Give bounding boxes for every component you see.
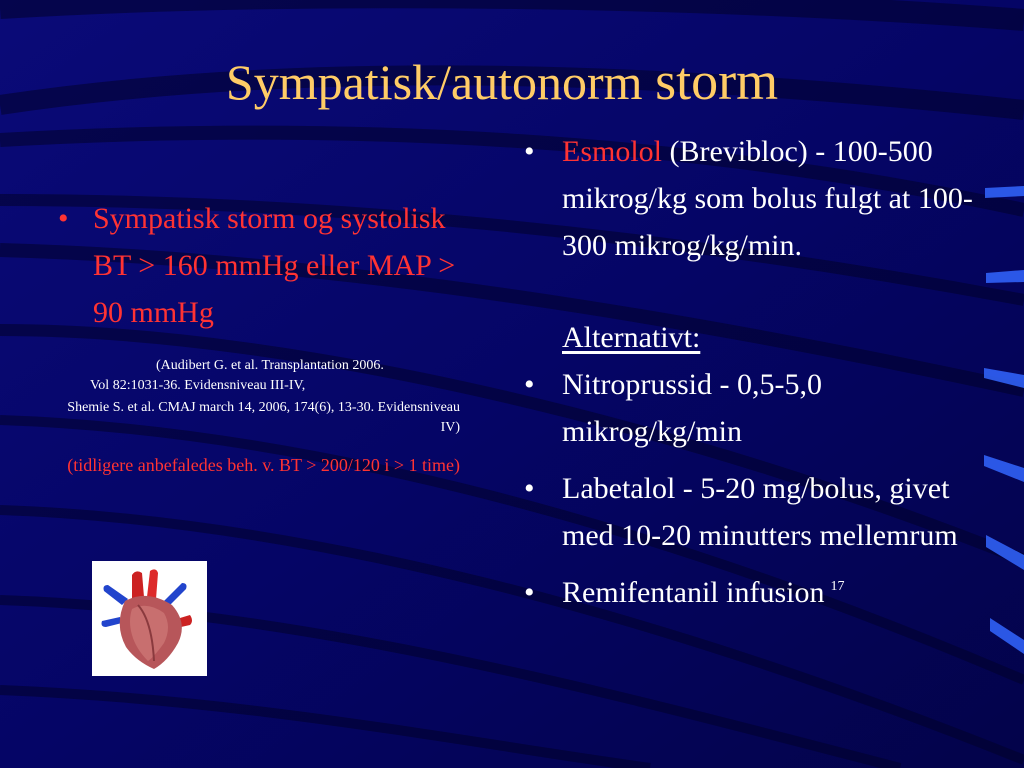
heart-icon <box>92 561 207 676</box>
labetalol-text: Labetalol - 5-20 mg/bolus, givet med 10-20 minutters mellemrum <box>562 472 958 552</box>
right-column <box>524 128 974 616</box>
esmolol-bullet <box>524 128 974 269</box>
left-column <box>58 195 468 478</box>
reference-shemie: Shemie S. et al. CMAJ march 14, 2006, 174(6), 13-30. Evidensniveau IV) <box>67 400 460 435</box>
bullet-dot-icon: • <box>524 135 535 168</box>
heart-illustration <box>92 561 207 676</box>
bullet-dot-icon: • <box>524 472 535 505</box>
title-part-1: Sympatisk/autonorm <box>225 54 643 110</box>
title-part-2: storm <box>655 51 779 111</box>
bullet-dot-icon: • <box>524 368 535 401</box>
labetalol-bullet <box>524 465 974 559</box>
remifentanil-bullet <box>524 569 974 616</box>
reference-line-1: (Audibert G. et al. Transplantation 2006. <box>156 358 384 373</box>
reference-audibert <box>58 356 468 396</box>
reference-line-2: Vol 82:1031-36. Evidensniveau III-IV, <box>90 378 306 393</box>
left-main-bullet <box>58 195 468 336</box>
remifentanil-text: Remifentanil infusion <box>562 576 825 609</box>
left-main-bullet-text: Sympatisk storm og systolisk BT > 160 mmHg eller MAP > 90 mmHg <box>93 202 456 329</box>
page-number: 17 <box>830 579 845 594</box>
slide-title <box>0 52 1004 111</box>
nitroprussid-bullet <box>524 361 974 455</box>
alternativt-heading: Alternativt: <box>562 321 701 354</box>
bullet-dot-icon: • <box>524 576 535 609</box>
esmolol-dosage: (Brevibloc) - 100-500 mikrog/kg som bolus fulgt at 100-300 mikrog/kg/min. <box>562 135 973 262</box>
nitroprussid-text: Nitroprussid - 0,5-5,0 mikrog/kg/min <box>562 368 822 448</box>
previous-recommendation-note: (tidligere anbefaledes beh. v. BT > 200/120 i > 1 time) <box>67 455 460 475</box>
bullet-dot-icon: • <box>58 202 69 235</box>
esmolol-name: Esmolol <box>562 135 663 168</box>
